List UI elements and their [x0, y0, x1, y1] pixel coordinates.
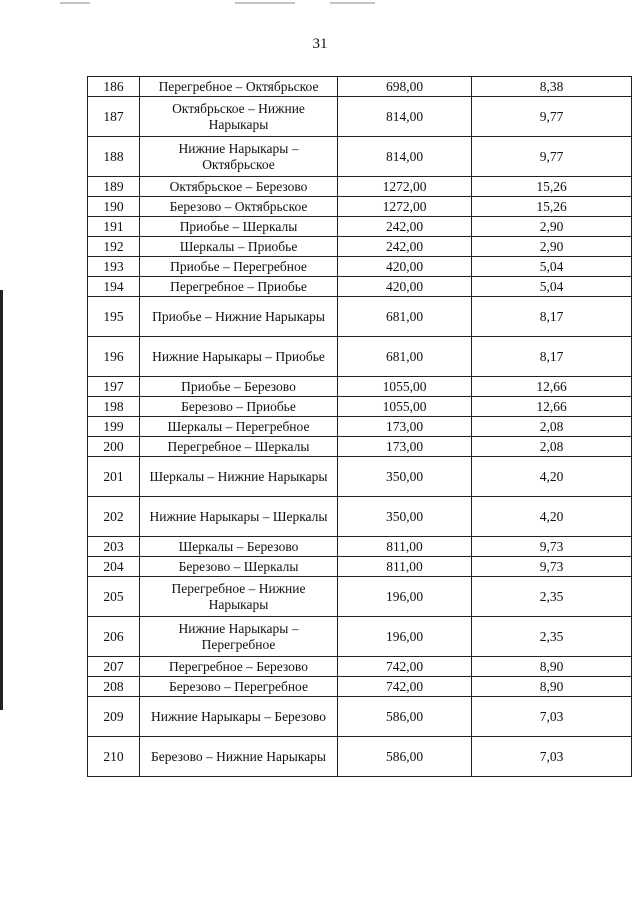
- row-number-cell: 190: [88, 197, 140, 217]
- row-number-cell: 191: [88, 217, 140, 237]
- row-number-cell: 189: [88, 177, 140, 197]
- table-row: [88, 457, 632, 497]
- route-cell: Приобье – Нижние Нарыкары: [140, 297, 338, 337]
- distance-cell: 173,00: [338, 417, 472, 437]
- distance-cell: 242,00: [338, 237, 472, 257]
- scan-edge-mark: [0, 290, 3, 710]
- row-number-cell: 200: [88, 437, 140, 457]
- table-row: [88, 657, 632, 677]
- distance-cell: 420,00: [338, 277, 472, 297]
- table-row: [88, 177, 632, 197]
- row-number-cell: 209: [88, 697, 140, 737]
- distance-cell: 1055,00: [338, 377, 472, 397]
- scan-artifact: [235, 2, 295, 4]
- distance-cell: 742,00: [338, 677, 472, 697]
- price-cell: 4,20: [472, 457, 632, 497]
- table-row: [88, 77, 632, 97]
- row-number-cell: 199: [88, 417, 140, 437]
- price-cell: 2,90: [472, 237, 632, 257]
- price-cell: 8,90: [472, 677, 632, 697]
- price-cell: 9,77: [472, 137, 632, 177]
- route-cell: Нижние Нарыкары – Приобье: [140, 337, 338, 377]
- route-cell: Нижние Нарыкары – Березово: [140, 697, 338, 737]
- row-number-cell: 194: [88, 277, 140, 297]
- distance-cell: 681,00: [338, 297, 472, 337]
- page-number: 31: [312, 36, 328, 52]
- route-cell: Приобье – Березово: [140, 377, 338, 397]
- table-row: [88, 377, 632, 397]
- price-cell: 7,03: [472, 737, 632, 777]
- row-number-cell: 208: [88, 677, 140, 697]
- row-number-cell: 207: [88, 657, 140, 677]
- row-number-cell: 187: [88, 97, 140, 137]
- price-cell: 15,26: [472, 177, 632, 197]
- table-row: [88, 277, 632, 297]
- route-cell: Нижние Нарыкары – Октябрьское: [140, 137, 338, 177]
- route-cell: Шеркалы – Березово: [140, 537, 338, 557]
- distance-cell: 173,00: [338, 437, 472, 457]
- route-rates-table: [87, 76, 632, 777]
- route-cell: Перегребное – Шеркалы: [140, 437, 338, 457]
- row-number-cell: 210: [88, 737, 140, 777]
- price-cell: 8,17: [472, 297, 632, 337]
- table-row: [88, 737, 632, 777]
- row-number-cell: 203: [88, 537, 140, 557]
- row-number-cell: 197: [88, 377, 140, 397]
- price-cell: 8,90: [472, 657, 632, 677]
- table-row: [88, 537, 632, 557]
- price-cell: 5,04: [472, 277, 632, 297]
- distance-cell: 196,00: [338, 577, 472, 617]
- table-row: [88, 197, 632, 217]
- table-row: [88, 297, 632, 337]
- route-cell: Шеркалы – Перегребное: [140, 417, 338, 437]
- table-row: [88, 497, 632, 537]
- table-row: [88, 677, 632, 697]
- table-row: [88, 397, 632, 417]
- price-cell: 9,77: [472, 97, 632, 137]
- route-cell: Нижние Нарыкары – Шеркалы: [140, 497, 338, 537]
- row-number-cell: 196: [88, 337, 140, 377]
- price-cell: 8,17: [472, 337, 632, 377]
- price-cell: 9,73: [472, 537, 632, 557]
- price-cell: 2,90: [472, 217, 632, 237]
- table-row: [88, 137, 632, 177]
- price-cell: 8,38: [472, 77, 632, 97]
- distance-cell: 698,00: [338, 77, 472, 97]
- route-cell: Березово – Перегребное: [140, 677, 338, 697]
- row-number-cell: 204: [88, 557, 140, 577]
- route-cell: Нижние Нарыкары – Перегребное: [140, 617, 338, 657]
- distance-cell: 350,00: [338, 457, 472, 497]
- price-cell: 2,35: [472, 577, 632, 617]
- price-cell: 2,35: [472, 617, 632, 657]
- distance-cell: 1055,00: [338, 397, 472, 417]
- route-cell: Шеркалы – Приобье: [140, 237, 338, 257]
- table-row: [88, 97, 632, 137]
- distance-cell: 420,00: [338, 257, 472, 277]
- price-cell: 5,04: [472, 257, 632, 277]
- route-cell: Березово – Шеркалы: [140, 557, 338, 577]
- row-number-cell: 195: [88, 297, 140, 337]
- distance-cell: 811,00: [338, 557, 472, 577]
- distance-cell: 811,00: [338, 537, 472, 557]
- row-number-cell: 201: [88, 457, 140, 497]
- scan-artifact: [330, 2, 375, 4]
- route-cell: Перегребное – Нижние Нарыкары: [140, 577, 338, 617]
- table-row: [88, 337, 632, 377]
- row-number-cell: 188: [88, 137, 140, 177]
- price-cell: 7,03: [472, 697, 632, 737]
- route-cell: Березово – Октябрьское: [140, 197, 338, 217]
- row-number-cell: 205: [88, 577, 140, 617]
- route-cell: Приобье – Шеркалы: [140, 217, 338, 237]
- distance-cell: 742,00: [338, 657, 472, 677]
- price-cell: 2,08: [472, 417, 632, 437]
- distance-cell: 1272,00: [338, 197, 472, 217]
- table-row: [88, 557, 632, 577]
- distance-cell: 814,00: [338, 137, 472, 177]
- table-row: [88, 217, 632, 237]
- table-row: [88, 437, 632, 457]
- table-row: [88, 417, 632, 437]
- price-cell: 12,66: [472, 397, 632, 417]
- row-number-cell: 193: [88, 257, 140, 277]
- row-number-cell: 186: [88, 77, 140, 97]
- table-body: [88, 77, 632, 777]
- table-row: [88, 697, 632, 737]
- price-cell: 4,20: [472, 497, 632, 537]
- route-cell: Перегребное – Березово: [140, 657, 338, 677]
- distance-cell: 242,00: [338, 217, 472, 237]
- distance-cell: 814,00: [338, 97, 472, 137]
- row-number-cell: 198: [88, 397, 140, 417]
- row-number-cell: 202: [88, 497, 140, 537]
- price-cell: 9,73: [472, 557, 632, 577]
- route-cell: Березово – Приобье: [140, 397, 338, 417]
- table-row: [88, 257, 632, 277]
- price-cell: 12,66: [472, 377, 632, 397]
- table-row: [88, 237, 632, 257]
- route-cell: Шеркалы – Нижние Нарыкары: [140, 457, 338, 497]
- distance-cell: 350,00: [338, 497, 472, 537]
- distance-cell: 1272,00: [338, 177, 472, 197]
- scan-artifact: [60, 2, 90, 4]
- row-number-cell: 192: [88, 237, 140, 257]
- distance-cell: 586,00: [338, 737, 472, 777]
- row-number-cell: 206: [88, 617, 140, 657]
- price-cell: 2,08: [472, 437, 632, 457]
- price-cell: 15,26: [472, 197, 632, 217]
- route-cell: Березово – Нижние Нарыкары: [140, 737, 338, 777]
- distance-cell: 586,00: [338, 697, 472, 737]
- route-cell: Приобье – Перегребное: [140, 257, 338, 277]
- distance-cell: 196,00: [338, 617, 472, 657]
- table-row: [88, 577, 632, 617]
- route-cell: Октябрьское – Березово: [140, 177, 338, 197]
- route-cell: Октябрьское – Нижние Нарыкары: [140, 97, 338, 137]
- route-cell: Перегребное – Октябрьское: [140, 77, 338, 97]
- route-cell: Перегребное – Приобье: [140, 277, 338, 297]
- table-row: [88, 617, 632, 657]
- distance-cell: 681,00: [338, 337, 472, 377]
